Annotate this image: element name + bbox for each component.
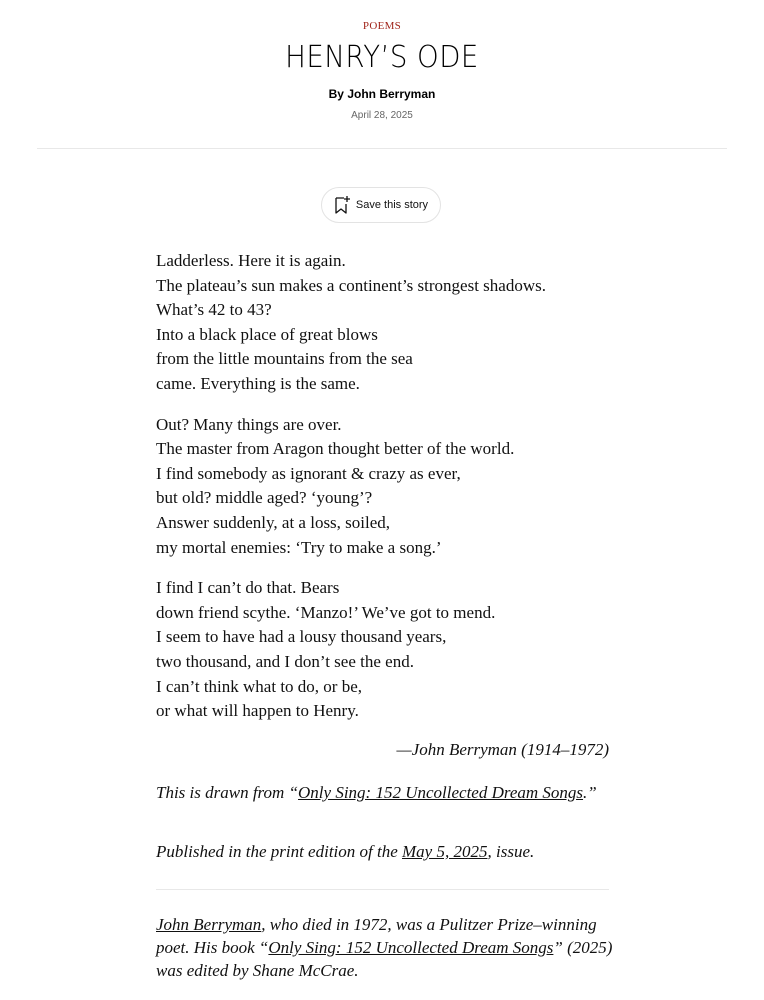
poem-line: I find somebody as ignorant & crazy as ever, [156, 463, 461, 483]
poem-line: Answer suddenly, at a loss, soiled, [156, 512, 391, 532]
byline[interactable]: By John Berryman [328, 87, 436, 101]
poem-line: I can’t think what to do, or be, [156, 676, 363, 696]
header-divider [37, 148, 727, 149]
poem-line: from the little mountains from the sea [156, 349, 413, 369]
stanza-2 [156, 413, 616, 561]
poem-line: two thousand, and I don’t see the end. [156, 651, 414, 671]
poem-line: Out? Many things are over. [156, 414, 342, 434]
publish-date: April 28, 2025 [351, 110, 413, 121]
poem-signature: —John Berryman (1914–1972) [396, 740, 609, 759]
author-link[interactable]: John Berryman [156, 915, 262, 934]
source-note-prefix: This is drawn from “ [156, 783, 299, 802]
book-link[interactable]: Only Sing: 152 Uncollected Dream Songs [298, 783, 584, 802]
print-note-suffix: , issue. [487, 842, 535, 861]
bio-book-link[interactable]: Only Sing: 152 Uncollected Dream Songs [268, 938, 554, 957]
bio-divider [156, 889, 609, 890]
author-bio [156, 913, 616, 982]
source-note [156, 781, 616, 804]
poem-line: or what will happen to Henry. [156, 701, 359, 721]
bookmark-plus-icon [334, 195, 350, 215]
poem-line: What’s 42 to 43? [156, 300, 272, 320]
poem-line: I find I can’t do that. Bears [156, 578, 340, 598]
bio-text-2: ” (2025) was edited by Shane McCrae. [156, 938, 613, 980]
poem-line: Ladderless. Here it is again. [156, 251, 346, 270]
issue-link[interactable]: May 5, 2025 [402, 842, 488, 861]
save-story-button[interactable] [321, 187, 441, 223]
stanza-1 [156, 249, 616, 397]
poem-line: The master from Aragon thought better of the world. [156, 439, 515, 459]
stanza-3 [156, 576, 616, 724]
poem-line: Into a black place of great blows [156, 324, 378, 344]
page-title: HENRY’S ODE [285, 40, 479, 75]
bio-text-1: , who died in 1972, was a Pulitzer Prize–winning poet. His book “ [156, 915, 597, 957]
rubric-link[interactable]: POEMS [362, 20, 402, 32]
poem-line: The plateau’s sun makes a continent’s strongest shadows. [156, 275, 546, 295]
poem-line: came. Everything is the same. [156, 373, 360, 393]
poem-line: down friend scythe. ‘Manzo!’ We’ve got to mend. [156, 602, 496, 622]
poem-line: but old? middle aged? ‘young’? [156, 488, 373, 508]
poem-body [156, 249, 616, 740]
poem-line: I seem to have had a lousy thousand years, [156, 627, 447, 647]
source-note-suffix: .” [583, 783, 597, 802]
print-edition-note [156, 840, 616, 863]
print-note-prefix: Published in the print edition of the [156, 842, 403, 861]
save-story-label: Save this story [355, 199, 429, 211]
poem-line: my mortal enemies: ‘Try to make a song.’ [156, 537, 442, 557]
